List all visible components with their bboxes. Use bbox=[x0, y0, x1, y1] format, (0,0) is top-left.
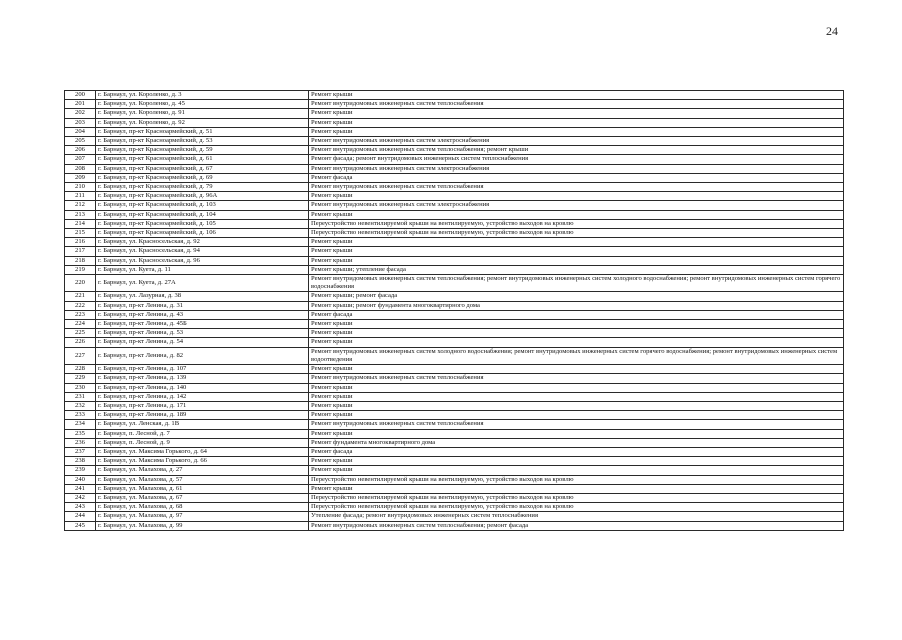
address-cell: г. Барнаул, ул. Лазурная, д. 38 bbox=[96, 292, 309, 301]
works-cell: Ремонт крыши; ремонт фундамента многоквартирного дома bbox=[309, 301, 844, 310]
address-cell: г. Барнаул, пр-кт Красноармейский, д. 79 bbox=[96, 183, 309, 192]
row-number-cell: 202 bbox=[65, 109, 96, 118]
works-cell: Ремонт фасада bbox=[309, 310, 844, 319]
table-row bbox=[65, 91, 844, 100]
works-cell: Ремонт крыши; утепление фасада bbox=[309, 265, 844, 274]
works-cell: Ремонт внутридомовых инженерных систем теплоснабжения; ремонт фасада bbox=[309, 521, 844, 530]
table-row bbox=[65, 127, 844, 136]
row-number-cell: 220 bbox=[65, 275, 96, 292]
table-row bbox=[65, 503, 844, 512]
table-row bbox=[65, 447, 844, 456]
address-cell: г. Барнаул, пр-кт Ленина, д. 53 bbox=[96, 329, 309, 338]
row-number-cell: 211 bbox=[65, 192, 96, 201]
table-row bbox=[65, 118, 844, 127]
row-number-cell: 224 bbox=[65, 320, 96, 329]
table-row bbox=[65, 521, 844, 530]
works-cell: Ремонт крыши bbox=[309, 91, 844, 100]
address-cell: г. Барнаул, пр-кт Красноармейский, д. 61 bbox=[96, 155, 309, 164]
address-cell: г. Барнаул, ул. Куета, д. 27А bbox=[96, 275, 309, 292]
row-number-cell: 240 bbox=[65, 475, 96, 484]
table-row bbox=[65, 164, 844, 173]
table-row bbox=[65, 512, 844, 521]
address-cell: г. Барнаул, ул. Куета, д. 11 bbox=[96, 265, 309, 274]
works-cell: Ремонт внутридомовых инженерных систем теплоснабжения; ремонт внутридомовых инженерных систем холодного водоснабжения; ремонт внутридомовых инженерных систем горячего водоснабжения bbox=[309, 275, 844, 292]
works-cell: Ремонт внутридомовых инженерных систем теплоснабжения; ремонт крыши bbox=[309, 146, 844, 155]
table-row bbox=[65, 183, 844, 192]
row-number-cell: 234 bbox=[65, 420, 96, 429]
row-number-cell: 228 bbox=[65, 365, 96, 374]
table-row bbox=[65, 420, 844, 429]
address-cell: г. Барнаул, пр-кт Красноармейский, д. 96А bbox=[96, 192, 309, 201]
row-number-cell: 231 bbox=[65, 392, 96, 401]
row-number-cell: 203 bbox=[65, 118, 96, 127]
table-row bbox=[65, 320, 844, 329]
row-number-cell: 213 bbox=[65, 210, 96, 219]
works-cell: Переустройство невентилируемой крыши на вентилируемую, устройство выходов на кровлю bbox=[309, 219, 844, 228]
table-row bbox=[65, 146, 844, 155]
works-cell: Ремонт внутридомовых инженерных систем электроснабжения bbox=[309, 201, 844, 210]
page-number: 24 bbox=[826, 24, 838, 38]
works-cell: Переустройство невентилируемой крыши на вентилируемую, устройство выходов на кровлю bbox=[309, 229, 844, 238]
table-row bbox=[65, 475, 844, 484]
table-row bbox=[65, 338, 844, 347]
address-cell: г. Барнаул, ул. Малахова, д. 68 bbox=[96, 503, 309, 512]
row-number-cell: 236 bbox=[65, 438, 96, 447]
address-cell: г. Барнаул, ул. Красносельская, д. 96 bbox=[96, 256, 309, 265]
row-number-cell: 215 bbox=[65, 229, 96, 238]
table-row bbox=[65, 238, 844, 247]
row-number-cell: 242 bbox=[65, 493, 96, 502]
row-number-cell: 207 bbox=[65, 155, 96, 164]
works-cell: Ремонт фасада; ремонт внутридомовых инженерных систем теплоснабжения bbox=[309, 155, 844, 164]
address-cell: г. Барнаул, ул. Максима Горького, д. 66 bbox=[96, 457, 309, 466]
address-cell: г. Барнаул, пр-кт Ленина, д. 107 bbox=[96, 365, 309, 374]
address-cell: г. Барнаул, пр-кт Ленина, д. 43 bbox=[96, 310, 309, 319]
works-cell: Ремонт крыши bbox=[309, 338, 844, 347]
address-cell: г. Барнаул, п. Лесной, д. 9 bbox=[96, 438, 309, 447]
works-cell: Ремонт фасада bbox=[309, 173, 844, 182]
works-cell: Ремонт крыши bbox=[309, 365, 844, 374]
works-cell: Ремонт крыши bbox=[309, 411, 844, 420]
address-cell: г. Барнаул, п. Лесной, д. 7 bbox=[96, 429, 309, 438]
works-cell: Ремонт крыши bbox=[309, 109, 844, 118]
table-row bbox=[65, 383, 844, 392]
works-cell: Ремонт внутридомовых инженерных систем холодного водоснабжения; ремонт внутридомовых инженерных систем горячего водоснабжения; ремонт внутридомовых инженерных систем водоотведения bbox=[309, 347, 844, 364]
address-cell: г. Барнаул, ул. Малахова, д. 97 bbox=[96, 512, 309, 521]
works-cell: Ремонт крыши bbox=[309, 329, 844, 338]
table-row bbox=[65, 438, 844, 447]
table-row bbox=[65, 201, 844, 210]
address-cell: г. Барнаул, ул. Короленко, д. 92 bbox=[96, 118, 309, 127]
registry-table-body bbox=[65, 91, 844, 531]
address-cell: г. Барнаул, пр-кт Ленина, д. 31 bbox=[96, 301, 309, 310]
row-number-cell: 214 bbox=[65, 219, 96, 228]
address-cell: г. Барнаул, пр-кт Ленина, д. 45Б bbox=[96, 320, 309, 329]
address-cell: г. Барнаул, ул. Малахова, д. 57 bbox=[96, 475, 309, 484]
row-number-cell: 222 bbox=[65, 301, 96, 310]
address-cell: г. Барнаул, ул. Ленская, д. 1В bbox=[96, 420, 309, 429]
works-cell: Ремонт крыши bbox=[309, 247, 844, 256]
works-cell: Ремонт крыши bbox=[309, 392, 844, 401]
works-cell: Переустройство невентилируемой крыши на вентилируемую, устройство выходов на кровлю bbox=[309, 493, 844, 502]
table-row bbox=[65, 392, 844, 401]
works-cell: Ремонт крыши bbox=[309, 238, 844, 247]
row-number-cell: 243 bbox=[65, 503, 96, 512]
works-cell: Ремонт крыши; ремонт фасада bbox=[309, 292, 844, 301]
works-cell: Ремонт крыши bbox=[309, 127, 844, 136]
row-number-cell: 226 bbox=[65, 338, 96, 347]
works-cell: Ремонт крыши bbox=[309, 466, 844, 475]
address-cell: г. Барнаул, ул. Короленко, д. 45 bbox=[96, 100, 309, 109]
address-cell: г. Барнаул, пр-кт Ленина, д. 142 bbox=[96, 392, 309, 401]
row-number-cell: 209 bbox=[65, 173, 96, 182]
address-cell: г. Барнаул, ул. Малахова, д. 61 bbox=[96, 484, 309, 493]
row-number-cell: 227 bbox=[65, 347, 96, 364]
works-cell: Ремонт внутридомовых инженерных систем теплоснабжения bbox=[309, 100, 844, 109]
row-number-cell: 244 bbox=[65, 512, 96, 521]
works-cell: Переустройство невентилируемой крыши на вентилируемую, устройство выходов на кровлю bbox=[309, 475, 844, 484]
works-cell: Ремонт крыши bbox=[309, 210, 844, 219]
row-number-cell: 218 bbox=[65, 256, 96, 265]
works-cell: Ремонт крыши bbox=[309, 383, 844, 392]
table-row bbox=[65, 100, 844, 109]
table-row bbox=[65, 457, 844, 466]
table-row bbox=[65, 493, 844, 502]
row-number-cell: 245 bbox=[65, 521, 96, 530]
row-number-cell: 230 bbox=[65, 383, 96, 392]
row-number-cell: 221 bbox=[65, 292, 96, 301]
address-cell: г. Барнаул, пр-кт Красноармейский, д. 53 bbox=[96, 137, 309, 146]
table-row bbox=[65, 374, 844, 383]
table-row bbox=[65, 466, 844, 475]
row-number-cell: 204 bbox=[65, 127, 96, 136]
row-number-cell: 235 bbox=[65, 429, 96, 438]
row-number-cell: 219 bbox=[65, 265, 96, 274]
address-cell: г. Барнаул, ул. Короленко, д. 91 bbox=[96, 109, 309, 118]
table-row bbox=[65, 137, 844, 146]
table-row bbox=[65, 155, 844, 164]
address-cell: г. Барнаул, пр-кт Ленина, д. 140 bbox=[96, 383, 309, 392]
table-row bbox=[65, 429, 844, 438]
table-row bbox=[65, 192, 844, 201]
row-number-cell: 201 bbox=[65, 100, 96, 109]
works-cell: Ремонт крыши bbox=[309, 457, 844, 466]
works-cell: Ремонт внутридомовых инженерных систем теплоснабжения bbox=[309, 420, 844, 429]
address-cell: г. Барнаул, пр-кт Ленина, д. 171 bbox=[96, 401, 309, 410]
works-cell: Ремонт крыши bbox=[309, 429, 844, 438]
works-cell: Ремонт крыши bbox=[309, 401, 844, 410]
address-cell: г. Барнаул, пр-кт Красноармейский, д. 104 bbox=[96, 210, 309, 219]
address-cell: г. Барнаул, пр-кт Ленина, д. 82 bbox=[96, 347, 309, 364]
row-number-cell: 239 bbox=[65, 466, 96, 475]
row-number-cell: 241 bbox=[65, 484, 96, 493]
table-row bbox=[65, 275, 844, 292]
works-cell: Ремонт внутридомовых инженерных систем теплоснабжения bbox=[309, 183, 844, 192]
table-row bbox=[65, 109, 844, 118]
row-number-cell: 225 bbox=[65, 329, 96, 338]
table-row bbox=[65, 256, 844, 265]
table-row bbox=[65, 347, 844, 364]
row-number-cell: 223 bbox=[65, 310, 96, 319]
address-cell: г. Барнаул, пр-кт Красноармейский, д. 67 bbox=[96, 164, 309, 173]
row-number-cell: 216 bbox=[65, 238, 96, 247]
works-cell: Ремонт внутридомовых инженерных систем электроснабжения bbox=[309, 164, 844, 173]
table-row bbox=[65, 310, 844, 319]
works-cell: Ремонт крыши bbox=[309, 256, 844, 265]
address-cell: г. Барнаул, пр-кт Красноармейский, д. 69 bbox=[96, 173, 309, 182]
table-row bbox=[65, 301, 844, 310]
works-cell: Ремонт крыши bbox=[309, 484, 844, 493]
address-cell: г. Барнаул, пр-кт Красноармейский, д. 103 bbox=[96, 201, 309, 210]
table-row bbox=[65, 411, 844, 420]
address-cell: г. Барнаул, пр-кт Красноармейский, д. 106 bbox=[96, 229, 309, 238]
row-number-cell: 208 bbox=[65, 164, 96, 173]
table-row bbox=[65, 329, 844, 338]
works-cell: Ремонт крыши bbox=[309, 192, 844, 201]
row-number-cell: 206 bbox=[65, 146, 96, 155]
address-cell: г. Барнаул, пр-кт Красноармейский, д. 105 bbox=[96, 219, 309, 228]
address-cell: г. Барнаул, пр-кт Красноармейский, д. 51 bbox=[96, 127, 309, 136]
address-cell: г. Барнаул, пр-кт Ленина, д. 139 bbox=[96, 374, 309, 383]
works-cell: Утепление фасада; ремонт внутридомовых инженерных систем теплоснабжения bbox=[309, 512, 844, 521]
row-number-cell: 212 bbox=[65, 201, 96, 210]
row-number-cell: 205 bbox=[65, 137, 96, 146]
row-number-cell: 200 bbox=[65, 91, 96, 100]
table-row bbox=[65, 229, 844, 238]
works-cell: Ремонт внутридомовых инженерных систем электроснабжения bbox=[309, 137, 844, 146]
address-cell: г. Барнаул, ул. Красносельская, д. 94 bbox=[96, 247, 309, 256]
address-cell: г. Барнаул, ул. Красносельская, д. 92 bbox=[96, 238, 309, 247]
address-cell: г. Барнаул, ул. Малахова, д. 27 bbox=[96, 466, 309, 475]
works-cell: Ремонт фундамента многоквартирного дома bbox=[309, 438, 844, 447]
row-number-cell: 210 bbox=[65, 183, 96, 192]
row-number-cell: 217 bbox=[65, 247, 96, 256]
row-number-cell: 233 bbox=[65, 411, 96, 420]
works-cell: Ремонт крыши bbox=[309, 320, 844, 329]
works-cell: Ремонт фасада bbox=[309, 447, 844, 456]
address-cell: г. Барнаул, ул. Короленко, д. 3 bbox=[96, 91, 309, 100]
address-cell: г. Барнаул, ул. Малахова, д. 99 bbox=[96, 521, 309, 530]
address-cell: г. Барнаул, пр-кт Ленина, д. 189 bbox=[96, 411, 309, 420]
table-row bbox=[65, 365, 844, 374]
table-row bbox=[65, 173, 844, 182]
table-row bbox=[65, 247, 844, 256]
row-number-cell: 238 bbox=[65, 457, 96, 466]
works-cell: Переустройство невентилируемой крыши на вентилируемую, устройство выходов на кровлю bbox=[309, 503, 844, 512]
table-row bbox=[65, 265, 844, 274]
table-row bbox=[65, 210, 844, 219]
address-cell: г. Барнаул, ул. Малахова, д. 67 bbox=[96, 493, 309, 502]
row-number-cell: 232 bbox=[65, 401, 96, 410]
works-cell: Ремонт внутридомовых инженерных систем теплоснабжения bbox=[309, 374, 844, 383]
table-row bbox=[65, 219, 844, 228]
works-cell: Ремонт крыши bbox=[309, 118, 844, 127]
row-number-cell: 229 bbox=[65, 374, 96, 383]
address-cell: г. Барнаул, ул. Максима Горького, д. 64 bbox=[96, 447, 309, 456]
registry-table-container bbox=[64, 90, 841, 531]
table-row bbox=[65, 401, 844, 410]
row-number-cell: 237 bbox=[65, 447, 96, 456]
address-cell: г. Барнаул, пр-кт Красноармейский, д. 59 bbox=[96, 146, 309, 155]
address-cell: г. Барнаул, пр-кт Ленина, д. 54 bbox=[96, 338, 309, 347]
registry-table bbox=[64, 90, 844, 531]
table-row bbox=[65, 484, 844, 493]
table-row bbox=[65, 292, 844, 301]
